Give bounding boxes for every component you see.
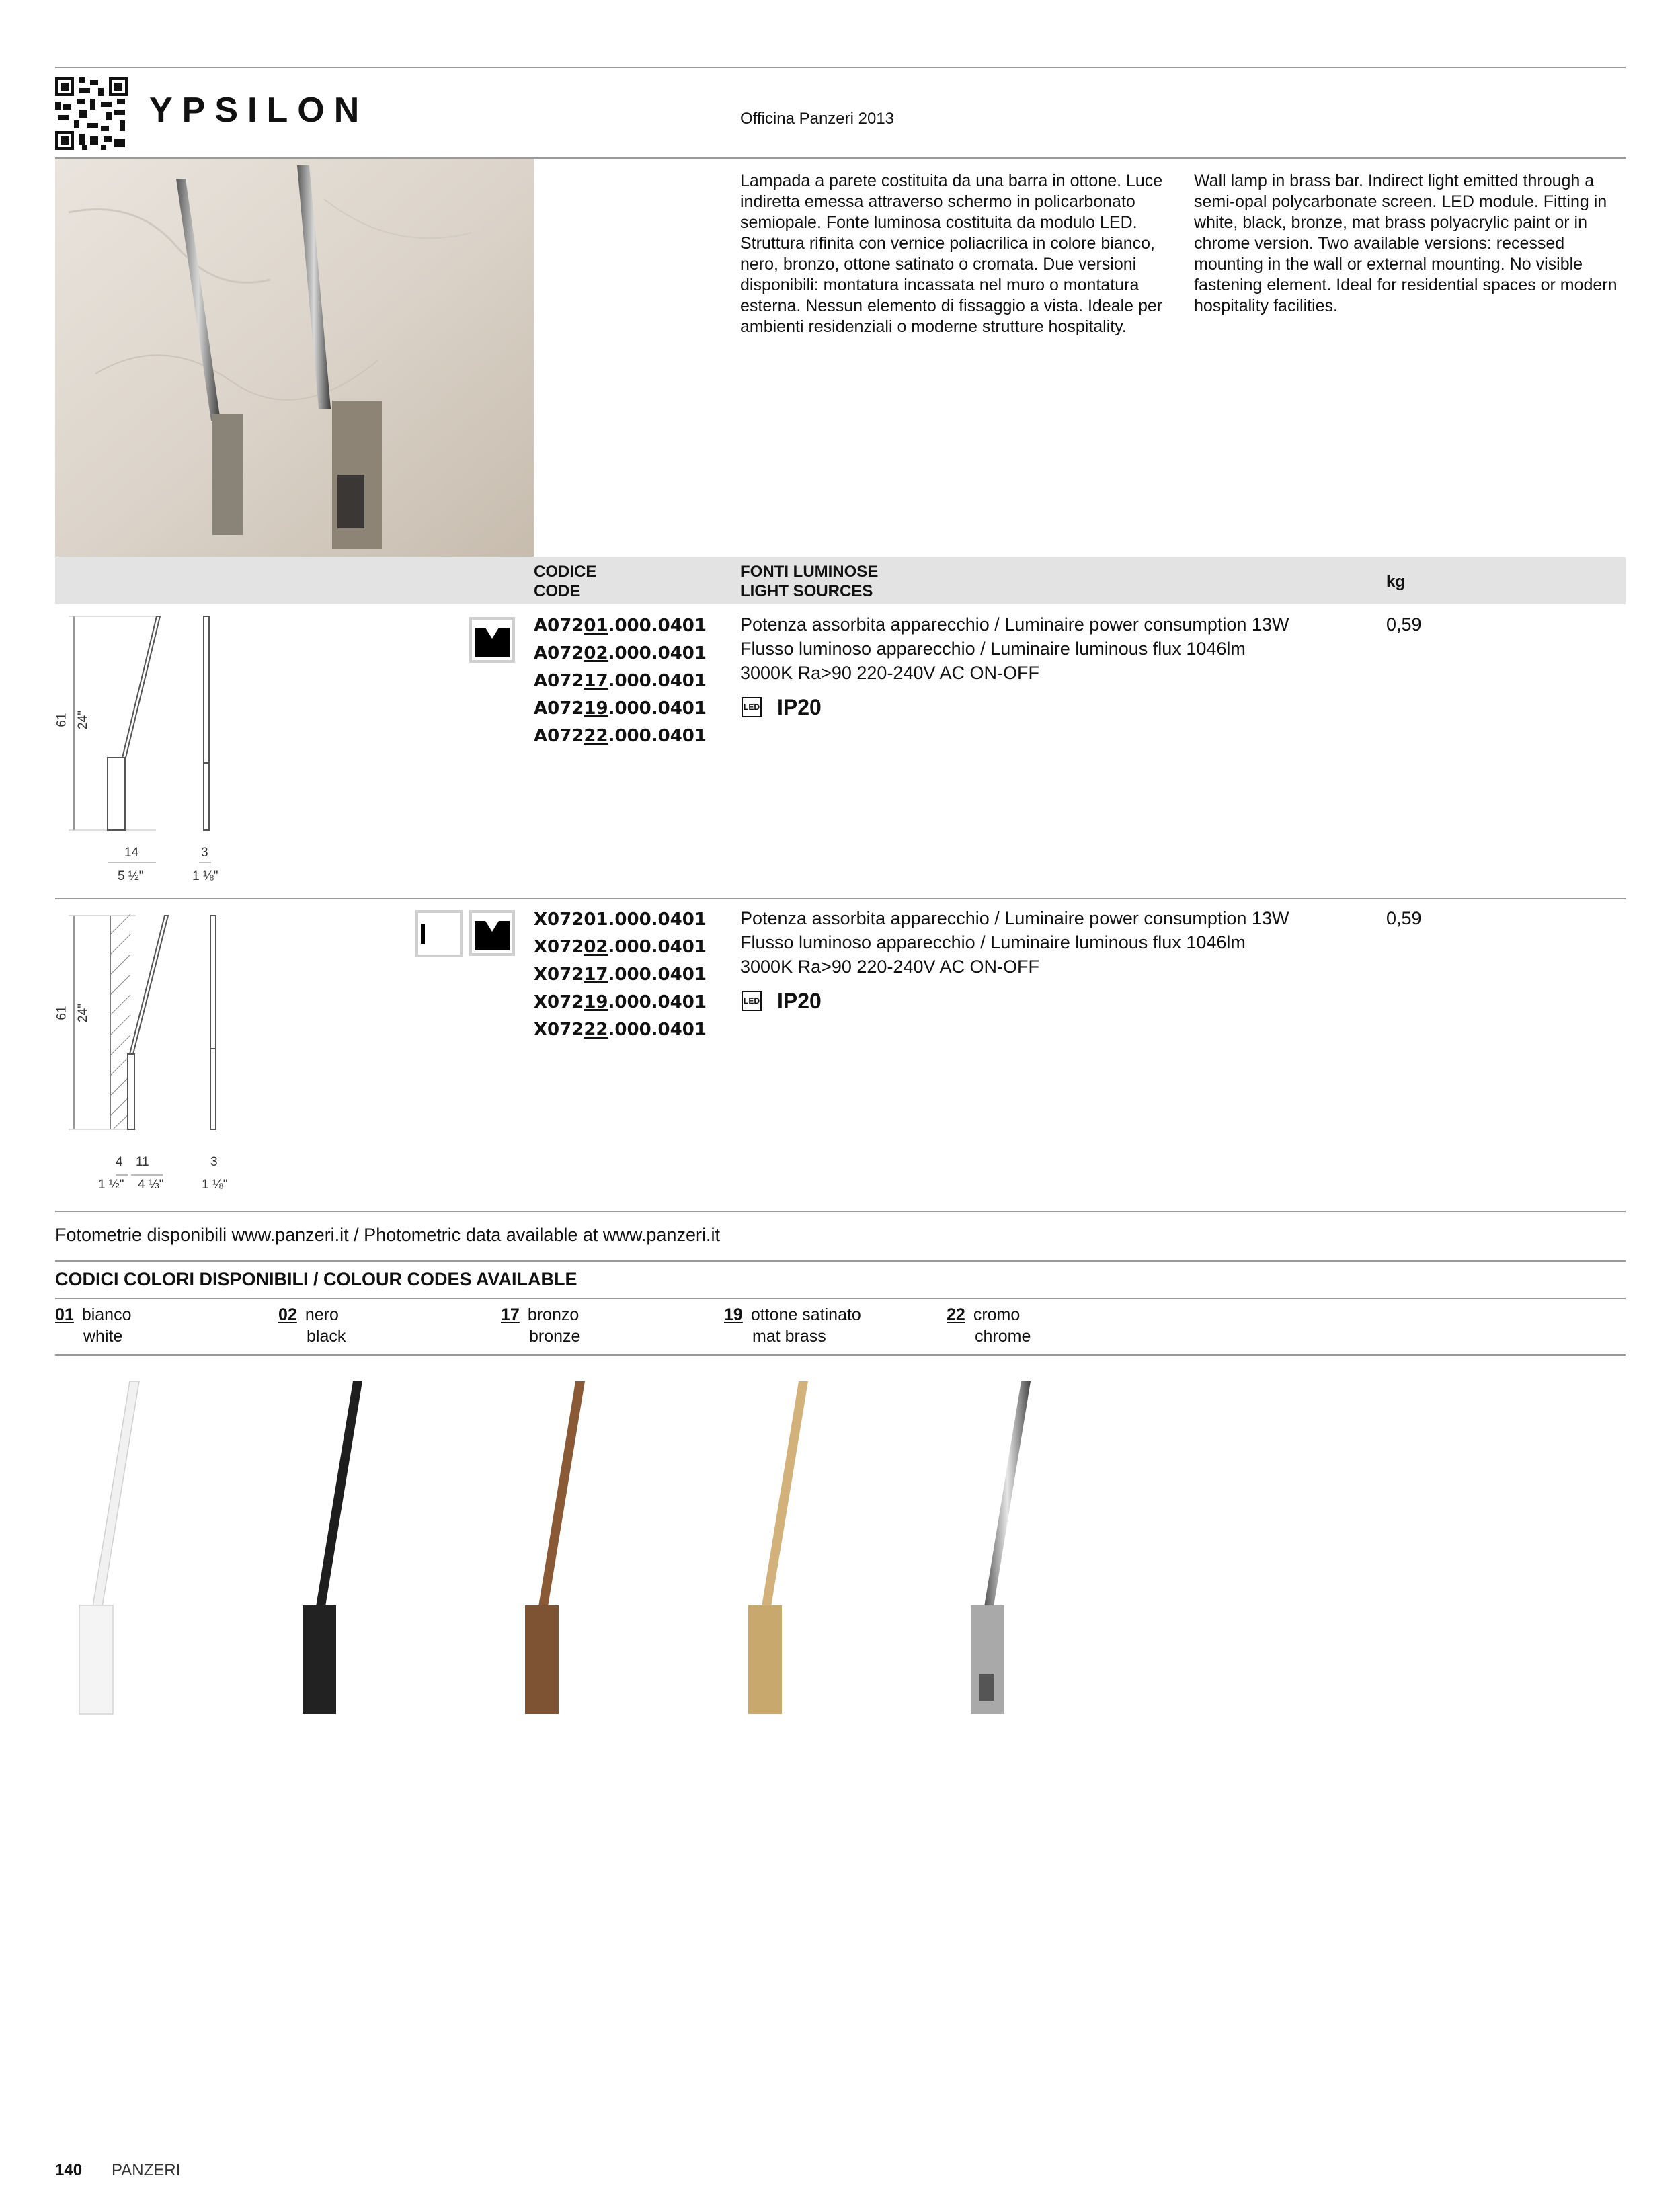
spec-flux: Flusso luminoso apparecchio / Luminaire luminous flux 1046lm — [740, 639, 1246, 659]
spec-electrical: 3000K Ra>90 220-240V AC ON-OFF — [740, 957, 1039, 977]
header-code-en: CODE — [534, 582, 581, 600]
width-in: 1 ⅛" — [202, 1178, 228, 1192]
section-rule — [55, 1298, 1626, 1299]
depth-cm: 14 — [124, 846, 139, 860]
width-cm: 3 — [210, 1155, 218, 1169]
colour-code-02: 02 nero black — [278, 1305, 346, 1346]
qr-code-icon — [55, 77, 128, 150]
spec-list — [740, 906, 1289, 979]
colour-code-19: 19 ottone satinato mat brass — [724, 1305, 861, 1346]
table-header — [55, 557, 1626, 604]
code-list — [534, 906, 707, 1044]
description-it: Lampada a parete costituita da una barra in ottone. Luce indiretta emessa attraverso schermo in policarbonato semiopale. Fonte luminosa costituita da modulo LED. Struttura rifinita con vernice poliacrilica in colore bianco, nero, bronzo, ottone satinato o cromata. Due versioni disponibili: montatura incassata nel muro o montatura esterna. Nessun elemento di fissaggio a vista. Ideale per ambienti residenziali o moderne strutture hospitality. — [740, 171, 1163, 336]
height-in: 24" — [75, 711, 90, 729]
lamp-variant-chrome — [959, 1378, 1033, 1721]
colour-section-title: CODICI COLORI DISPONIBILI / COLOUR CODES AVAILABLE — [55, 1269, 577, 1289]
description-en: Wall lamp in brass bar. Indirect light emitted through a semi-opal polycarbonate screen. LED module. Fitting in white, black, bronze, mat brass polyacrylic paint or in chrome version. Two available versions: recessed mounting in the wall or external mounting. No visible fastening element. Ideal for residential spaces or modern hospitality facilities. — [1194, 171, 1617, 315]
top-rule — [55, 67, 1626, 68]
ip-rating: IP20 — [777, 989, 822, 1013]
lamp-variant-white — [67, 1378, 141, 1721]
lamp-variant-mat-brass — [736, 1378, 810, 1721]
product-code: A07219.000.0401 — [534, 698, 707, 719]
section-rule — [55, 1260, 1626, 1262]
led-icon: LED — [742, 991, 762, 1011]
designer-credit: Officina Panzeri 2013 — [740, 110, 895, 128]
width-in: 1 ⅛" — [192, 869, 218, 883]
dimension-drawing — [55, 907, 257, 1176]
width-cm: 3 — [201, 846, 208, 860]
photometric-note: Fotometrie disponibili www.panzeri.it / Photometric data available at www.panzeri.it — [55, 1225, 720, 1245]
height-cm: 61 — [54, 713, 69, 727]
recessed-mount-icon — [469, 910, 515, 956]
footer-brand: PANZERI — [112, 2161, 181, 2179]
page-number: 140 — [55, 2161, 83, 2179]
spec-list — [740, 612, 1289, 685]
dimension-drawing — [55, 608, 257, 891]
recess-cm: 4 — [116, 1155, 123, 1169]
header-sources-it: FONTI LUMINOSE — [740, 563, 879, 581]
depth-in: 4 ⅓" — [138, 1178, 164, 1192]
weight-value: 0,59 — [1386, 614, 1422, 635]
height-cm: 61 — [54, 1006, 69, 1020]
depth-cm: 11 — [136, 1155, 149, 1169]
colour-code-01: 01 bianco white — [55, 1305, 132, 1346]
header-sources-en: LIGHT SOURCES — [740, 582, 873, 600]
product-code: A07202.000.0401 — [534, 643, 707, 663]
header-code-it: CODICE — [534, 563, 597, 581]
product-code: A07201.000.0401 — [534, 616, 707, 636]
row-divider — [55, 898, 1626, 899]
colour-code-22: 22 cromo chrome — [947, 1305, 1031, 1346]
recess-in: 1 ½" — [98, 1178, 124, 1192]
header-weight: kg — [1386, 573, 1406, 591]
product-title: YPSILON — [149, 91, 369, 130]
depth-in: 5 ½" — [118, 869, 144, 883]
spec-electrical: 3000K Ra>90 220-240V AC ON-OFF — [740, 663, 1039, 683]
product-code: X07222.000.0401 — [534, 1020, 707, 1040]
row-divider — [55, 1211, 1626, 1212]
led-icon: LED — [742, 697, 762, 717]
height-in: 24" — [75, 1004, 90, 1022]
product-photo — [55, 159, 534, 557]
colour-code-17: 17 bronzo bronze — [501, 1305, 581, 1346]
ip-rating: IP20 — [777, 695, 822, 719]
external-mount-icon — [415, 910, 463, 957]
section-rule — [55, 1354, 1626, 1356]
product-code: X07217.000.0401 — [534, 965, 707, 985]
product-code: A07222.000.0401 — [534, 726, 707, 746]
spec-power: Potenza assorbita apparecchio / Luminaire power consumption 13W — [740, 614, 1289, 635]
lamp-variant-bronze — [513, 1378, 587, 1721]
lamp-variant-black — [290, 1378, 364, 1721]
spec-power: Potenza assorbita apparecchio / Luminaire power consumption 13W — [740, 908, 1289, 928]
recessed-mount-icon — [469, 617, 515, 663]
product-code: A07217.000.0401 — [534, 671, 707, 691]
weight-value: 0,59 — [1386, 908, 1422, 928]
product-code: X07202.000.0401 — [534, 937, 707, 957]
spec-flux: Flusso luminoso apparecchio / Luminaire luminous flux 1046lm — [740, 932, 1246, 952]
product-code: X07219.000.0401 — [534, 992, 707, 1012]
code-list — [534, 612, 707, 750]
product-code: X07201.000.0401 — [534, 909, 707, 930]
